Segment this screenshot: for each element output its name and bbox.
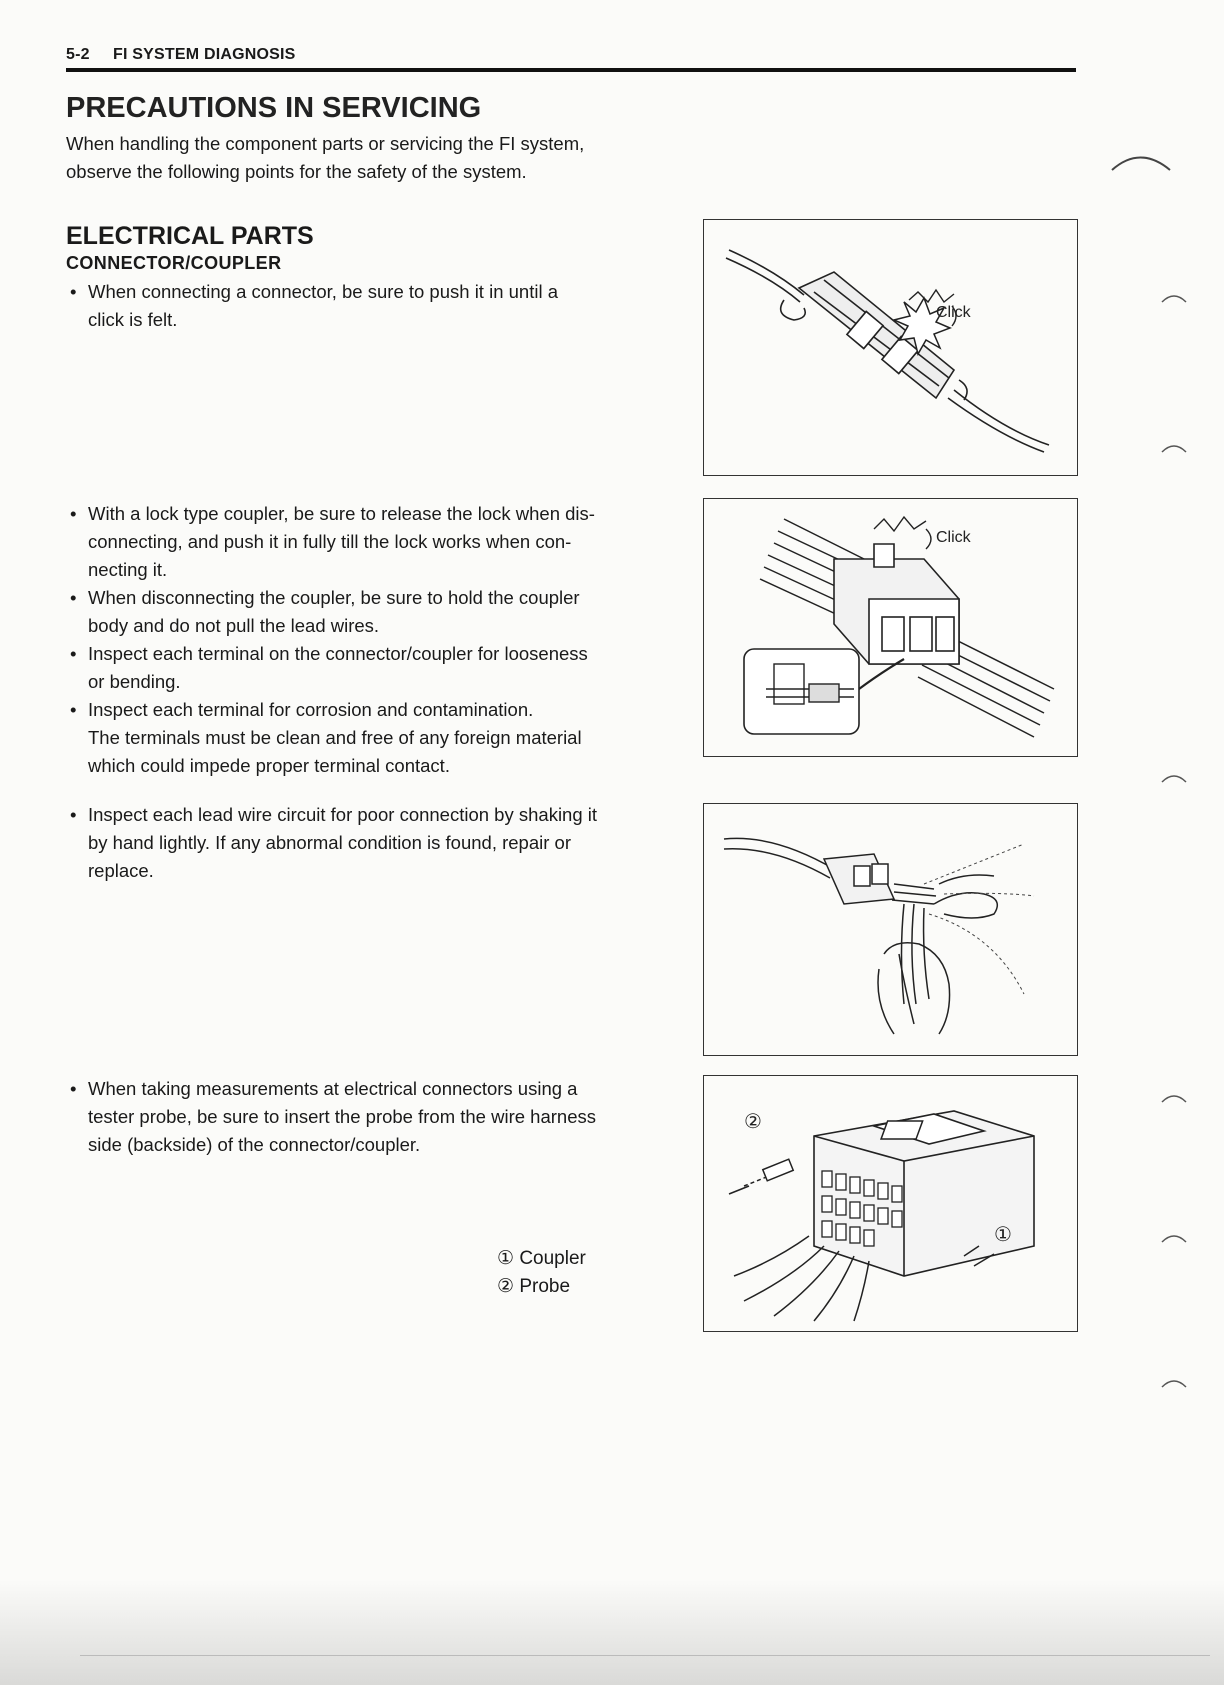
- bullet-line: by hand lightly. If any abnormal condition is found, repair or: [88, 832, 571, 853]
- bullet-line: • When taking measurements at electrical connectors using a: [88, 1078, 578, 1099]
- bullet-line: or bending.: [88, 671, 181, 692]
- bullet-note-line: The terminals must be clean and free of any foreign material: [88, 727, 582, 748]
- bottom-scan-line: [80, 1655, 1210, 1656]
- figure-shake-wire: [703, 803, 1078, 1056]
- corner-scan-mark: [1110, 140, 1180, 180]
- bullet-line: • When connecting a connector, be sure to push it in until a: [88, 281, 558, 302]
- margin-hole-mark: [1160, 1090, 1188, 1104]
- margin-hole-mark: [1160, 290, 1188, 304]
- bullet-note-line: which could impede proper terminal contact.: [88, 755, 450, 776]
- intro-paragraph: [66, 130, 706, 186]
- bullet-item: [66, 640, 672, 696]
- bullet-item: [66, 278, 672, 334]
- figure-lock-coupler: [703, 498, 1078, 757]
- bullet-list-4: [66, 1075, 672, 1159]
- intro-line: When handling the component parts or servicing the FI system,: [66, 133, 585, 154]
- page-header: [66, 46, 296, 64]
- connector-illustration: [704, 220, 1077, 475]
- bullet-item: [66, 696, 672, 780]
- bullet-line: replace.: [88, 860, 154, 881]
- legend-item: [497, 1273, 586, 1301]
- subsection-subtitle: CONNECTOR/COUPLER: [66, 253, 282, 273]
- bullet-line: click is felt.: [88, 309, 178, 330]
- header-rule: [66, 68, 1076, 72]
- bullet-list-2: [66, 500, 672, 780]
- figure-probe-coupler: [703, 1075, 1078, 1332]
- legend-number: ①: [497, 1248, 515, 1269]
- callout-probe: ②: [744, 1109, 762, 1133]
- bullet-line: • Inspect each lead wire circuit for poor connection by shaking it: [88, 804, 598, 825]
- callout-coupler: ①: [994, 1222, 1012, 1246]
- bullet-item: [66, 584, 672, 640]
- bullet-line: tester probe, be sure to insert the probe from the wire harness: [88, 1106, 596, 1127]
- figure-connector-click: [703, 219, 1078, 476]
- figure-label-click: Click: [936, 304, 971, 321]
- figure-legend: [497, 1245, 586, 1301]
- scan-shadow: [0, 1580, 1224, 1685]
- bullet-line: body and do not pull the lead wires.: [88, 615, 380, 636]
- bullet-line: side (backside) of the connector/coupler.: [88, 1134, 421, 1155]
- margin-hole-mark: [1160, 770, 1188, 784]
- probe-illustration: [704, 1076, 1077, 1331]
- bullet-line: necting it.: [88, 559, 168, 580]
- detail-inset: [744, 649, 859, 734]
- legend-label: Coupler: [519, 1248, 586, 1269]
- figure-label-click: Click: [936, 529, 971, 546]
- bullet-item: [66, 801, 672, 885]
- legend-number: ②: [497, 1276, 515, 1297]
- bullet-line: • With a lock type coupler, be sure to release the lock when dis-: [88, 503, 595, 524]
- legend-item: [497, 1245, 586, 1273]
- bullet-list-3: [66, 801, 672, 885]
- section-title: FI SYSTEM DIAGNOSIS: [113, 46, 296, 63]
- bullet-line: • When disconnecting the coupler, be sure to hold the coupler: [88, 587, 580, 608]
- bullet-line: • Inspect each terminal for corrosion and contamination.: [88, 699, 534, 720]
- page-title: PRECAUTIONS IN SERVICING: [66, 92, 482, 124]
- subsection-title: ELECTRICAL PARTS: [66, 222, 314, 250]
- page-number: 5-2: [66, 46, 90, 63]
- bullet-list-1: [66, 278, 672, 334]
- margin-hole-mark: [1160, 1230, 1188, 1244]
- bullet-item: [66, 500, 672, 584]
- margin-hole-mark: [1160, 440, 1188, 454]
- margin-hole-mark: [1160, 1375, 1188, 1389]
- bullet-item: [66, 1075, 672, 1159]
- intro-line: observe the following points for the safety of the system.: [66, 161, 527, 182]
- bullet-line: • Inspect each terminal on the connector/coupler for looseness: [88, 643, 588, 664]
- bullet-line: connecting, and push it in fully till the lock works when con-: [88, 531, 572, 552]
- hand-wire-illustration: [704, 804, 1077, 1055]
- coupler-illustration: [704, 499, 1077, 756]
- legend-label: Probe: [519, 1276, 571, 1297]
